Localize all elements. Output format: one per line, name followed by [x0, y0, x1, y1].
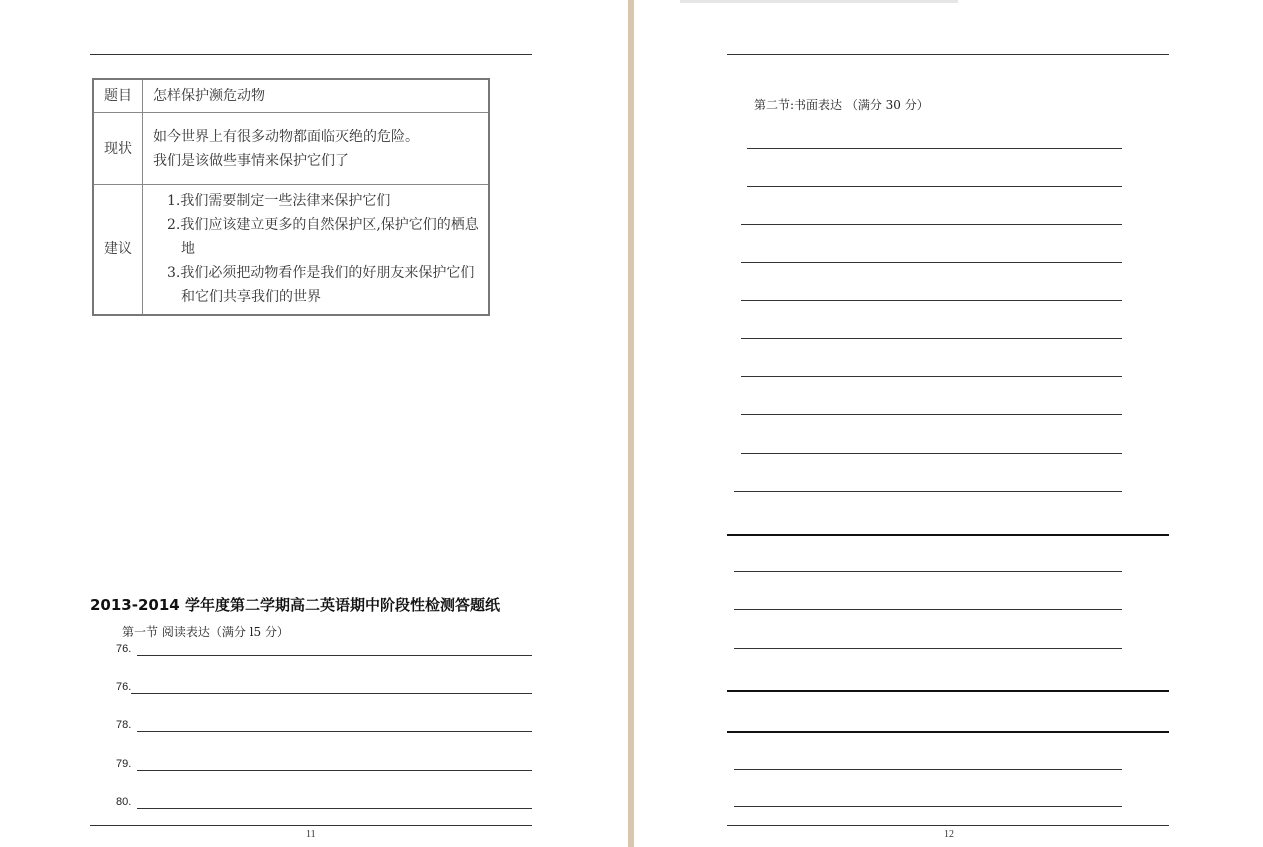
writing-line[interactable]	[741, 453, 1122, 454]
row-content	[143, 79, 490, 113]
table-row	[93, 185, 489, 315]
answer-line[interactable]	[137, 770, 532, 771]
content-line: 如今世界上有很多动物都面临灭绝的危险。	[153, 128, 419, 145]
question-number: 76.	[116, 643, 132, 655]
writing-line[interactable]	[741, 262, 1122, 263]
answer-line[interactable]	[137, 731, 532, 732]
header-rule	[90, 54, 532, 55]
writing-line[interactable]	[734, 769, 1122, 770]
writing-line[interactable]	[727, 731, 1169, 733]
answer-line[interactable]	[137, 655, 532, 656]
footer-rule	[90, 825, 532, 826]
writing-line[interactable]	[734, 806, 1122, 807]
writing-line[interactable]	[727, 534, 1169, 536]
writing-line[interactable]	[741, 300, 1122, 301]
info-table	[92, 78, 490, 316]
writing-line[interactable]	[741, 414, 1122, 415]
page-left	[0, 0, 628, 847]
top-scroll-edge	[680, 0, 958, 3]
page-right	[634, 0, 1263, 847]
table-row	[93, 79, 489, 113]
suggestion-item: 1.我们需要制定一些法律来保护它们	[167, 193, 391, 210]
table-row	[93, 113, 489, 185]
page-number: 12	[944, 829, 954, 840]
suggestion-item: 2.我们应该建立更多的自然保护区,保护它们的栖息地	[167, 217, 479, 258]
row-header: 建议	[93, 185, 143, 315]
section2-label: 第二节:书面表达 （满分 30 分）	[754, 98, 929, 112]
question-number: 79.	[116, 758, 132, 770]
question-number: 80.	[116, 796, 132, 808]
writing-line[interactable]	[734, 648, 1122, 649]
row-header: 现状	[93, 113, 143, 185]
answer-line[interactable]	[137, 808, 532, 809]
row-content	[143, 113, 490, 185]
footer-rule	[727, 825, 1169, 826]
header-rule	[727, 54, 1169, 55]
page-number: 11	[306, 829, 316, 840]
writing-line[interactable]	[727, 690, 1169, 692]
question-number: 78.	[116, 719, 132, 731]
writing-line[interactable]	[734, 609, 1122, 610]
row-header: 题目	[93, 79, 143, 113]
writing-line[interactable]	[741, 224, 1122, 225]
section1-label: 第一节 阅读表达（满分 l5 分）	[122, 625, 289, 639]
doc-title: 2013-2014 学年度第二学期高二英语期中阶段性检测答题纸	[90, 596, 500, 614]
writing-line[interactable]	[734, 571, 1122, 572]
writing-line[interactable]	[741, 338, 1122, 339]
answer-line[interactable]	[131, 693, 532, 694]
writing-line[interactable]	[741, 376, 1122, 377]
writing-line[interactable]	[734, 491, 1122, 492]
writing-line[interactable]	[747, 186, 1122, 187]
content-line: 我们是该做些事情来保护它们了	[153, 152, 349, 169]
question-number: 76.	[116, 681, 132, 693]
content-line: 怎样保护濒危动物	[153, 88, 265, 104]
suggestion-item: 3.我们必须把动物看作是我们的好朋友来保护它们和它们共享我们的世界	[167, 265, 475, 306]
writing-line[interactable]	[747, 148, 1122, 149]
row-content	[143, 185, 490, 315]
